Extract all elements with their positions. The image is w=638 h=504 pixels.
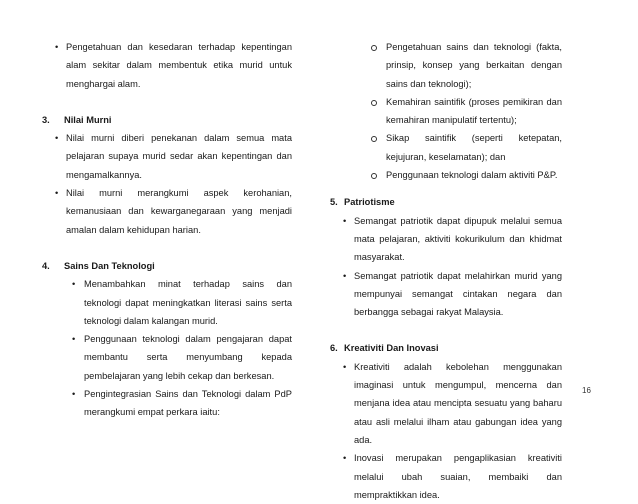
- section-heading-kreativiti-inovasi: [330, 339, 562, 357]
- list-item: • Semangat patriotik dapat dipupuk melalui semua mata pelajaran, aktiviti kokurikulum dan khidmat masyarakat.: [330, 212, 562, 267]
- section-title: Sains Dan Teknologi: [64, 260, 155, 271]
- left-column: [42, 38, 292, 422]
- section-number: 4.: [42, 260, 50, 271]
- list-item: • Pengetahuan dan kesedaran terhadap kepentingan alam sekitar dalam membentuk etika murid untuk menghargai alam.: [42, 38, 292, 93]
- page-number: 16: [582, 386, 591, 395]
- list-item: • Penggunaan teknologi dalam pengajaran dapat membantu serta menyumbang kepada pembelajaran yang lebih cekap dan berkesan.: [42, 330, 292, 385]
- section-title: Nilai Murni: [64, 114, 112, 125]
- sub-list-item: Penggunaan teknologi dalam aktiviti P&P.: [330, 166, 562, 184]
- sub-list-item: Sikap saintifik (seperti ketepatan, kejujuran, keselamatan); dan: [330, 129, 562, 166]
- list-item: • Semangat patriotik dapat melahirkan murid yang mempunyai semangat cintakan negara dan berbangga sebagai rakyat Malaysia.: [330, 267, 562, 322]
- right-column: [330, 38, 562, 504]
- list-item: • Inovasi merupakan pengaplikasian kreativiti melalui ubah suaian, membaiki dan mempraktikkan idea.: [330, 449, 562, 504]
- section-title: Patriotisme: [344, 197, 395, 208]
- section-heading-patriotisme: [330, 193, 562, 211]
- list-item: • Nilai murni diberi penekanan dalam semua mata pelajaran supaya murid sedar akan kepentingan dan mengamalkannya.: [42, 129, 292, 184]
- list-item: • Menambahkan minat terhadap sains dan teknologi dapat meningkatkan literasi sains serta teknologi dalam kalangan murid.: [42, 275, 292, 330]
- list-item: • Kreativiti adalah kebolehan menggunakan imaginasi untuk mengumpul, mencerna dan menjana idea atau mencipta sesuatu yang baharu atau asli melalui ilham atau gabungan idea yang ada.: [330, 358, 562, 449]
- section-number: 6.: [330, 343, 338, 354]
- section-number: 3.: [42, 114, 50, 125]
- list-item: • Nilai murni merangkumi aspek kerohanian, kemanusiaan dan kewarganegaraan yang menjadi amalan dalam kehidupan harian.: [42, 184, 292, 239]
- sub-list-item: Kemahiran saintifik (proses pemikiran dan kemahiran manipulatif tertentu);: [330, 93, 562, 130]
- section-heading-sains-teknologi: [42, 257, 292, 275]
- section-number: 5.: [330, 197, 338, 208]
- sub-list-item: Pengetahuan sains dan teknologi (fakta, prinsip, konsep yang berkaitan dengan sains dan teknologi);: [330, 38, 562, 93]
- list-item: • Pengintegrasian Sains dan Teknologi dalam PdP merangkumi empat perkara iaitu:: [42, 385, 292, 422]
- section-heading-nilai-murni: [42, 111, 292, 129]
- section-title: Kreativiti Dan Inovasi: [344, 343, 439, 354]
